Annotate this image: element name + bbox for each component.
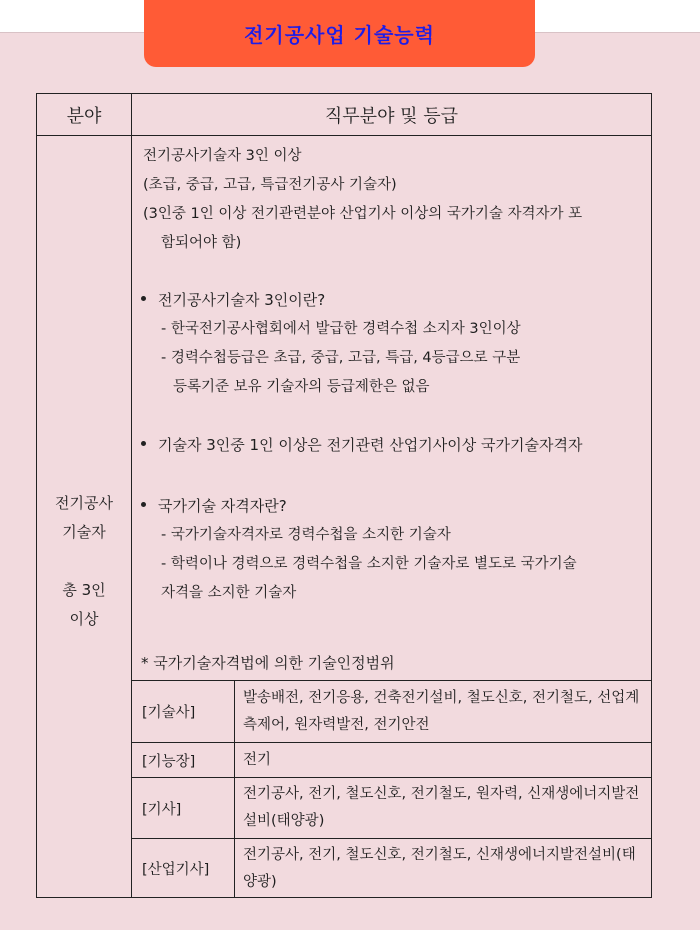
intro-line-4: 함되어야 함) — [161, 235, 242, 251]
table-header-row — [37, 94, 651, 136]
header-field: 분야 — [37, 94, 132, 135]
bullet-icon — [141, 502, 146, 507]
field-cell — [37, 136, 132, 897]
scope-label: [기능장] — [132, 743, 235, 777]
field-line-3: 총 3인 — [62, 581, 106, 599]
bullet-1-line-1: - 한국전기공사협회에서 발급한 경력수첩 소지자 3인이상 — [161, 321, 521, 337]
bullet-3-line-2: - 학력이나 경력으로 경력수첩을 소지한 기술자로 별도로 국가기술 — [161, 556, 577, 572]
bullet-item-1 — [141, 290, 325, 310]
scope-label: [기술사] — [132, 681, 235, 742]
scope-label: [산업기사] — [132, 839, 235, 898]
requirements-table — [36, 93, 652, 898]
scope-value: 전기 — [243, 751, 272, 768]
bullet-1-title: 전기공사기술자 3인이란? — [158, 291, 326, 309]
bullet-item-2 — [141, 435, 582, 455]
intro-line-2: (초급, 중급, 고급, 특급전기공사 기술자) — [143, 177, 397, 193]
scope-value: 발송배전, 전기응용, 건축전기설비, 철도신호, 전기철도, 선업계측제어, 원자력발전, 전기안전 — [243, 689, 640, 733]
scope-row-industrial-engineer — [132, 839, 651, 898]
scope-row-master-craftsman — [132, 743, 651, 778]
intro-line-1: 전기공사기술자 3인 이상 — [143, 148, 302, 164]
title-banner — [144, 0, 535, 67]
bullet-3-title: 국가기술 자격자란? — [158, 497, 287, 515]
bullet-1-line-2: - 경력수첩등급은 초급, 중급, 고급, 특급, 4등급으로 구분 — [161, 350, 521, 366]
bullet-1-line-3: 등록기준 보유 기술자의 등급제한은 없음 — [173, 379, 430, 395]
scope-row-engineer — [132, 778, 651, 839]
scope-label: [기사] — [132, 778, 235, 838]
intro-line-3: (3인중 1인 이상 전기관련분야 산업기사 이상의 국가기술 자격자가 포 — [143, 206, 583, 222]
bullet-icon — [141, 441, 146, 446]
bullet-icon — [141, 296, 146, 301]
field-line-4: 이상 — [69, 610, 99, 628]
scope-value: 전기공사, 전기, 철도신호, 전기철도, 신재생에너지발전설비(태양광) — [243, 846, 636, 890]
scope-note: * 국가기술자격법에 의한 기술인정범위 — [141, 654, 395, 672]
bullet-3-line-3: 자격을 소지한 기술자 — [161, 585, 297, 601]
scope-row-professional-engineer — [132, 681, 651, 743]
bullet-2-title: 기술자 3인중 1인 이상은 전기관련 산업기사이상 국가기술자격자 — [158, 436, 583, 454]
field-line-1: 전기공사 — [55, 494, 113, 512]
scope-table — [132, 680, 651, 898]
banner-title: 전기공사업 기술능력 — [244, 23, 435, 47]
bullet-item-3 — [141, 496, 287, 516]
scope-value: 전기공사, 전기, 철도신호, 전기철도, 원자력, 신재생에너지발전설비(태양광) — [243, 786, 640, 829]
bullet-3-line-1: - 국가기술자격자로 경력수첩을 소지한 기술자 — [161, 527, 451, 543]
field-line-2: 기술자 — [62, 523, 106, 541]
header-grade: 직무분야 및 등급 — [324, 105, 459, 127]
